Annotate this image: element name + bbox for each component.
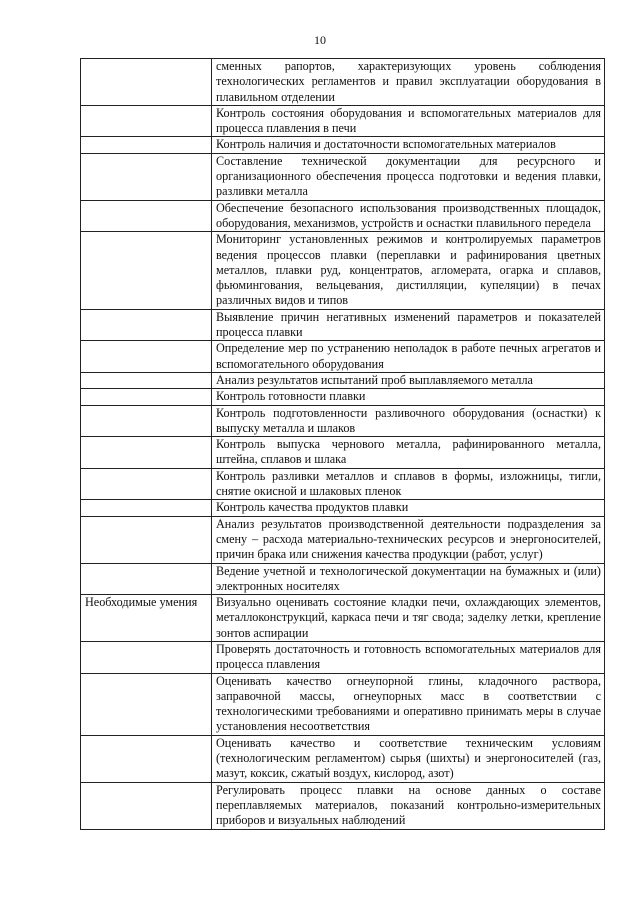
table-row [81,137,605,153]
table-body [81,59,605,830]
table-row [81,405,605,437]
table-row [81,595,605,642]
table-row [81,516,605,563]
table-cell: Анализ результатов производственной деятельности подразделения за смену – расхода материально-технических ресурсов и энергоносителей, причин брака или снижения качества продукции (работ, услуг) [212,516,605,563]
table-cell: Регулировать процесс плавки на основе данных о составе переплавляемых материалов, показаний контрольно-измерительных приборов и визуальных наблюдений [212,782,605,829]
table-cell: Контроль качества продуктов плавки [212,500,605,516]
table-cell: Контроль разливки металлов и сплавов в формы, изложницы, тигли, снятие окисной и шлаковых пленок [212,468,605,500]
table-cell: Составление технической документации для ресурсного и организационного обеспечения процесса подготовки и ведения плавки, разливки металла [212,153,605,200]
table-cell: Ведение учетной и технологической документации на бумажных и (или) электронных носителях [212,563,605,595]
table-row [81,59,605,106]
table-cell: Оценивать качество и соответствие техническим условиям (технологическим регламентом) сырья (шихты) и энергоносителей (газ, мазут, коксик, сжатый воздух, кислород, азот) [212,735,605,782]
table-row [81,782,605,829]
table-row [81,309,605,341]
table-cell: Визуально оценивать состояние кладки печи, охлаждающих элементов, металлоконструкций, каркаса печи и тяг свода; заделку летки, крепление зонтов аспирации [212,595,605,642]
table-cell: Оценивать качество огнеупорной глины, кладочного раствора, заправочной массы, огнеупорных масс в соответствии с технологическими требованиями и оперативно принимать меры в случае установления несоответствия [212,673,605,735]
table-cell: Контроль состояния оборудования и вспомогательных материалов для процесса плавления в печи [212,105,605,137]
table-row [81,437,605,469]
table-row [81,232,605,309]
table-row [81,153,605,200]
table-row [81,389,605,405]
table-cell: Контроль выпуска чернового металла, рафинированного металла, штейна, сплавов и шлака [212,437,605,469]
table-cell: сменных рапортов, характеризующих уровень соблюдения технологических регламентов и правил эксплуатации оборудования в плавильном отделении [212,59,605,106]
table-cell: Выявление причин негативных изменений параметров и показателей процесса плавки [212,309,605,341]
table-cell: Обеспечение безопасного использования производственных площадок, оборудования, механизмов, устройств и оснастки плавильного передела [212,200,605,232]
table-row [81,468,605,500]
table-row [81,673,605,735]
table-row [81,200,605,232]
table-row [81,372,605,388]
table-cell: Контроль подготовленности разливочного оборудования (оснастки) к выпуску металла и шлаков [212,405,605,437]
table-cell: Анализ результатов испытаний проб выплавляемого металла [212,372,605,388]
table-cell: Контроль готовности плавки [212,389,605,405]
section-label-cell [81,59,212,106]
table-row [81,341,605,373]
table-row [81,500,605,516]
section-label-cell: Необходимые умения [81,595,212,642]
requirements-table [80,58,605,830]
table-row [81,735,605,782]
table-row [81,641,605,673]
table-cell: Мониторинг установленных режимов и контролируемых параметров ведения процессов плавки (переплавки и рафинирования цветных металлов, плавки руд, концентратов, агломерата, огарка и сплавов, фьюмингования, вельцевания, дистилляции, купеляции) в печах различных видов и типов [212,232,605,309]
table-cell: Проверять достаточность и готовность вспомогательных материалов для процесса плавления [212,641,605,673]
table-row [81,105,605,137]
table-row [81,563,605,595]
table-cell: Контроль наличия и достаточности вспомогательных материалов [212,137,605,153]
page-number: 10 [314,33,326,47]
table-cell: Определение мер по устранению неполадок в работе печных агрегатов и вспомогательного оборудования [212,341,605,373]
